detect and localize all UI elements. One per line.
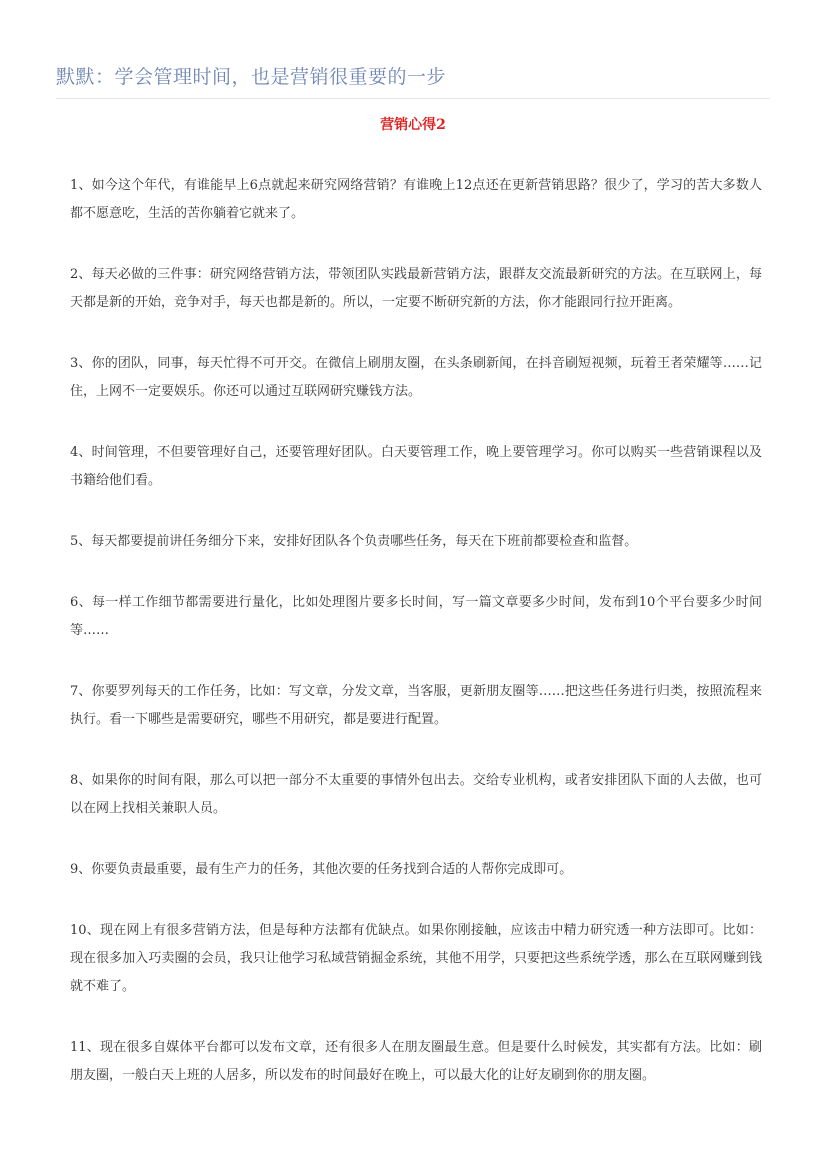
title-divider: [56, 98, 770, 99]
paragraph-1: 1、如今这个年代，有谁能早上6点就起来研究网络营销？有谁晚上12点还在更新营销思路？很少了，学习的苦大多数人都不愿意吃，生活的苦你躺着它就来了。: [70, 178, 762, 221]
paragraph-7: 7、你要罗列每天的工作任务，比如：写文章，分发文章，当客服，更新朋友圈等……把这些任务进行归类，按照流程来执行。看一下哪些是需要研究，哪些不用研究，都是要进行配置。: [70, 684, 762, 727]
paragraph-4: 4、时间管理，不但要管理好自己，还要管理好团队。白天要管理工作，晚上要管理学习。你可以购买一些营销课程以及书籍给他们看。: [70, 445, 762, 488]
article-body: [70, 172, 762, 1123]
paragraph-10: 10、现在网上有很多营销方法，但是每种方法都有优缺点。如果你刚接触，应该击中精力研究透一种方法即可。比如：现在很多加入巧卖圈的会员，我只让他学习私域营销掘金系统，其他不用学，只要把这些系统学透，那么在互联网赚到钱就不难了。: [70, 923, 762, 994]
article-subtitle: 营销心得2: [380, 117, 446, 133]
paragraph-8: 8、如果你的时间有限，那么可以把一部分不太重要的事情外包出去。交给专业机构，或者安排团队下面的人去做，也可以在网上找相关兼职人员。: [70, 773, 762, 816]
paragraph-11: 11、现在很多自媒体平台都可以发布文章，还有很多人在朋友圈最生意。但是要什么时候发，其实都有方法。比如：刷朋友圈，一般白天上班的人居多，所以发布的时间最好在晚上，可以最大化的让好友刷到你的朋友圈。: [70, 1040, 762, 1083]
paragraph-3: 3、你的团队，同事，每天忙得不可开交。在微信上刷朋友圈，在头条刷新闻，在抖音刷短视频，玩着王者荣耀等……记住，上网不一定要娱乐。你还可以通过互联网研究赚钱方法。: [70, 356, 762, 399]
page-title: 默默：学会管理时间，也是营销很重要的一步: [56, 66, 447, 88]
paragraph-6: 6、每一样工作细节都需要进行量化，比如处理图片要多长时间，写一篇文章要多少时间，发布到10个平台要多少时间等……: [70, 595, 762, 638]
paragraph-2: 2、每天必做的三件事：研究网络营销方法，带领团队实践最新营销方法，跟群友交流最新研究的方法。在互联网上，每天都是新的开始，竞争对手，每天也都是新的。所以，一定要不断研究新的方法，你才能跟同行拉开距离。: [70, 267, 762, 310]
paragraph-9: 9、你要负责最重要，最有生产力的任务，其他次要的任务找到合适的人帮你完成即可。: [70, 862, 573, 877]
paragraph-5: 5、每天都要提前讲任务细分下来，安排好团队各个负责哪些任务，每天在下班前都要检查和监督。: [70, 534, 638, 549]
